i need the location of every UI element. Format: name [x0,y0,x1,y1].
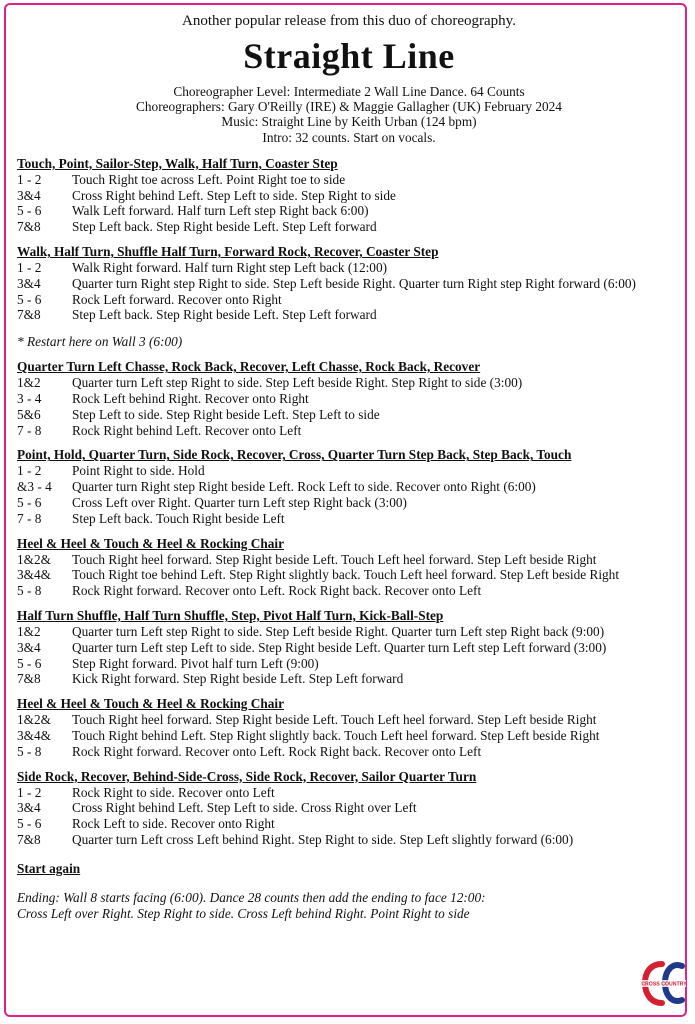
step-count: 1&2 [17,375,41,391]
intro-line: Intro: 32 counts. Start on vocals. [262,129,436,145]
step-description: Rock Right forward. Recover onto Left. Rock Right back. Recover onto Left [72,743,482,759]
step-description: Touch Right toe across Left. Point Right toe to side [72,171,346,187]
step-description: Step Left back. Touch Right beside Left [72,510,285,526]
step-row [17,391,681,407]
step-description: Walk Right forward. Half turn Right step Left back (12:00) [72,260,388,275]
section-title: Point, Hold, Quarter Turn, Side Rock, Recover, Cross, Quarter Turn Step Back, Step Back, Touch [17,447,572,463]
step-count: 3 - 4 [17,390,42,406]
step-count: 7 - 8 [17,422,42,438]
step-count: 1&2 [17,623,41,639]
step-description: Rock Left to side. Recover onto Right [72,816,275,832]
step-description: Step Left back. Step Right beside Left. Step Left forward [72,307,377,323]
step-description: Rock Right behind Left. Recover onto Left [72,422,302,438]
step-section [17,696,681,759]
step-description: Step Left back. Step Right beside Left. Step Left forward [72,219,377,235]
step-row [17,744,681,760]
section-title: Touch, Point, Sailor-Step, Walk, Half Turn, Coaster Step [17,155,338,171]
step-section [17,244,681,323]
step-section [17,447,681,526]
ending-text [17,890,681,922]
section-title: Half Turn Shuffle, Half Turn Shuffle, Step, Pivot Half Turn, Kick-Ball-Step [17,607,444,623]
step-description: Rock Left forward. Recover onto Right [72,291,282,307]
step-section [17,536,681,599]
step-section [17,769,681,848]
step-description: Step Left to side. Step Right beside Left. Step Left to side [72,406,380,422]
step-row [17,785,681,801]
step-count: 7&8 [17,307,41,323]
step-row [17,260,681,276]
step-row [17,479,681,495]
step-count: 5 - 6 [17,816,42,832]
step-count: 5 - 6 [17,655,42,671]
step-description: Quarter turn Left cross Left behind Right. Step Right to side. Step Left slightly forward (6:00) [72,831,574,847]
step-count: 5 - 8 [17,743,42,759]
step-description: Quarter turn Left step Left to side. Step Right beside Left. Quarter turn Left step Left forward (3:00) [72,639,607,655]
step-row [17,832,681,848]
step-description: Touch Right heel forward. Step Right beside Left. Touch Left heel forward. Step Left beside Right [72,712,597,728]
step-row [17,219,681,235]
section-title: Walk, Half Turn, Shuffle Half Turn, Forward Rock, Recover, Coaster Step [17,244,439,259]
step-row [17,292,681,308]
start-again-label: Start again [17,860,81,876]
step-count: 3&4 [17,639,41,655]
step-description: Rock Left behind Right. Recover onto Right [72,390,309,406]
step-count: 7 - 8 [17,510,42,526]
step-row [17,375,681,391]
step-row [17,656,681,672]
step-description: Quarter turn Right step Right beside Left. Rock Left to side. Recover onto Right (6:00) [72,479,536,495]
step-description: Touch Right heel forward. Step Right beside Left. Touch Left heel forward. Step Left beside Right [72,551,597,567]
step-count: 1 - 2 [17,171,42,187]
ending-line: Cross Left over Right. Step Right to side. Cross Left behind Right. Point Right to side [17,905,470,921]
step-row [17,728,681,744]
step-count: 5 - 6 [17,494,42,510]
step-count: 3&4 [17,275,41,291]
step-row [17,552,681,568]
section-title: Heel & Heel & Touch & Heel & Rocking Chair [17,696,285,712]
section-title: Side Rock, Recover, Behind-Side-Cross, Side Rock, Recover, Sailor Quarter Turn [17,768,477,784]
cross-country-logo-icon [640,958,688,1008]
restart-note: * Restart here on Wall 3 (6:00) [17,334,183,350]
step-count: 5 - 8 [17,583,42,599]
step-count: 3&4 [17,800,41,816]
step-sections [17,156,681,848]
step-count: 5 - 6 [17,203,42,219]
step-description: Walk Left forward. Half turn Left step Right back 6:00) [72,203,369,219]
step-row [17,816,681,832]
step-description: Rock Right to side. Recover onto Left [72,784,275,800]
step-count: 3&4 [17,187,41,203]
step-count: 5 - 6 [17,291,42,307]
step-row [17,511,681,527]
dance-info [7,84,691,145]
step-row [17,276,681,292]
step-description: Cross Right behind Left. Step Left to side. Step Right to side [72,187,396,203]
step-count: 5&6 [17,406,41,422]
step-section [17,359,681,438]
step-count: 3&4& [17,727,51,743]
step-count: 7&8 [17,831,41,847]
step-row [17,172,681,188]
step-row [17,307,681,323]
step-row [17,712,681,728]
step-count: 1 - 2 [17,463,42,479]
step-count: 1&2& [17,551,51,567]
logo-text: CROSS COUNTRY [641,981,687,988]
step-row [17,203,681,219]
section-title: Quarter Turn Left Chasse, Rock Back, Recover, Left Chasse, Rock Back, Recover [17,359,481,375]
step-count: 1 - 2 [17,260,42,275]
step-row [17,423,681,439]
step-section [17,608,681,687]
step-description: Step Right forward. Pivot half turn Left (9:00) [72,655,319,671]
choreographers-line: Choreographers: Gary O'Reilly (IRE) & Maggie Gallagher (UK) February 2024 [136,99,562,115]
step-row [17,407,681,423]
step-count: &3 - 4 [17,479,52,495]
step-row [17,800,681,816]
step-description: Quarter turn Left step Right to side. Step Left beside Right. Quarter turn Left step Right back (9:00) [72,623,605,639]
step-description: Quarter turn Left step Right to side. Step Left beside Right. Step Right to side (3:00) [72,375,523,391]
step-count: 7&8 [17,671,41,687]
step-sheet [17,13,681,922]
step-row [17,188,681,204]
step-row [17,463,681,479]
step-count: 3&4& [17,567,51,583]
ending-line: Ending: Wall 8 starts facing (6:00). Dance 28 counts then add the ending to face 12:00: [17,889,486,905]
step-description: Cross Right behind Left. Step Left to side. Cross Right over Left [72,800,417,816]
intro-text: Another popular release from this duo of choreography. [182,13,516,29]
page-title: Straight Line [243,36,455,76]
step-section [17,156,681,235]
step-row [17,671,681,687]
step-description: Cross Left over Right. Quarter turn Left step Right back (3:00) [72,494,407,510]
step-count: 1&2& [17,712,51,728]
step-count: 1 - 2 [17,784,42,800]
step-description: Quarter turn Right step Right to side. Step Left beside Right. Quarter turn Right step Right forward (6:00) [72,275,636,291]
step-description: Rock Right forward. Recover onto Left. Rock Right back. Recover onto Left [72,583,482,599]
music-line: Music: Straight Line by Keith Urban (124 bpm) [221,114,477,130]
step-description: Touch Right behind Left. Step Right slightly back. Touch Left heel forward. Step Left beside Right [72,727,600,743]
step-description: Point Right to side. Hold [72,463,205,479]
level-line: Choreographer Level: Intermediate 2 Wall Line Dance. 64 Counts [173,84,525,99]
step-row [17,567,681,583]
step-description: Kick Right forward. Step Right beside Left. Step Left forward [72,671,404,687]
step-row [17,583,681,599]
step-row [17,640,681,656]
step-count: 7&8 [17,219,41,235]
step-row [17,624,681,640]
section-title: Heel & Heel & Touch & Heel & Rocking Chair [17,535,285,551]
step-description: Touch Right toe behind Left. Step Right slightly back. Touch Left heel forward. Step Left beside Right [72,567,620,583]
step-row [17,495,681,511]
